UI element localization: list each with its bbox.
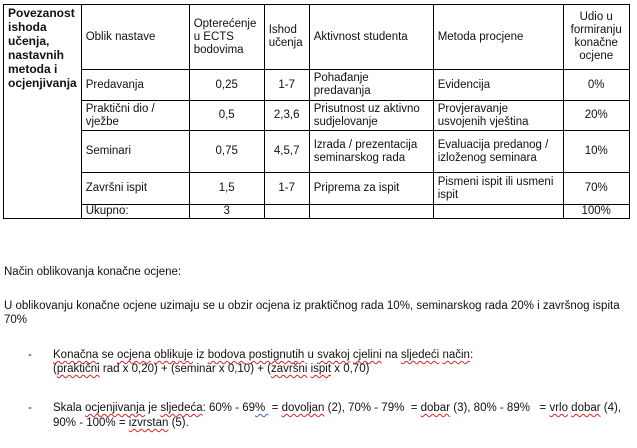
cell: 0,5 xyxy=(189,101,264,131)
header-aktivnost: Aktivnost studenta xyxy=(309,5,433,70)
row-header-cell: Povezanost ishoda učenja, nastavnih metoda i ocjenjivanja xyxy=(4,5,82,219)
word: Skala xyxy=(53,402,85,414)
word: oblikuje xyxy=(154,349,194,361)
outcomes-table xyxy=(3,4,630,219)
cell: Evaluacija predanog / izloženog seminara xyxy=(433,131,563,173)
word: u xyxy=(304,349,318,361)
cell: Seminari xyxy=(81,131,189,173)
word: % xyxy=(255,402,269,414)
cell: 0,75 xyxy=(189,131,264,173)
cell: 0% xyxy=(563,70,629,101)
cell: Završni ispit xyxy=(81,173,189,205)
table-total-row xyxy=(4,205,630,219)
word: dobar xyxy=(420,402,451,414)
cell: 1-7 xyxy=(264,70,309,101)
word: se xyxy=(98,349,117,361)
total-label: Ukupno: xyxy=(81,205,189,219)
cell: Praktični dio / vježbe xyxy=(81,101,189,131)
cell: 1,5 xyxy=(189,173,264,205)
word: ocjena xyxy=(116,349,151,361)
table-row xyxy=(4,131,630,173)
word: završni xyxy=(270,363,308,375)
cell: 10% xyxy=(563,131,629,173)
paragraph-line-1: U oblikovanju konačne ocjene uzimaju se u obzir ocjena iz praktičnog rada 10%, seminarskog rada 20% i završnog ispita xyxy=(4,300,620,312)
header-ishod: Ishod učenja xyxy=(264,5,309,70)
word: je xyxy=(145,402,161,414)
word: 90% - 100% = xyxy=(53,417,129,429)
word: dovoljan xyxy=(281,402,325,414)
word: vrlo xyxy=(549,402,568,414)
cell: 20% xyxy=(563,101,629,131)
word: (5). xyxy=(168,417,189,429)
word: (3), 80% - 89% = xyxy=(450,402,550,414)
cell: Provjeravanje usvojenih vještina xyxy=(433,101,563,131)
header-oblik: Oblik nastave xyxy=(81,5,189,70)
cell: Pismeni ispit ili usmeni ispit xyxy=(433,173,563,205)
word: cjelini xyxy=(352,349,382,361)
word: svakoj xyxy=(317,349,350,361)
cell xyxy=(433,205,563,219)
bullet-2-line-1 xyxy=(53,402,621,414)
table-row xyxy=(4,101,630,131)
word: izvrstan xyxy=(128,417,169,429)
cell: Evidencija xyxy=(433,70,563,101)
word: na xyxy=(381,349,401,361)
word: (2), 70% - 79% = xyxy=(324,402,421,414)
bullet-1-line-1 xyxy=(53,349,473,361)
word: dobar xyxy=(571,402,601,414)
header-metoda: Metoda procjene xyxy=(433,5,563,70)
bullet-marker: - xyxy=(28,402,32,414)
total-ects: 3 xyxy=(189,205,264,219)
cell: Predavanja xyxy=(81,70,189,101)
table-header-row xyxy=(4,5,630,70)
cell xyxy=(309,205,433,219)
cell: 1-7 xyxy=(264,173,309,205)
word: (4), xyxy=(600,402,622,414)
cell xyxy=(264,205,309,219)
table-row xyxy=(4,173,630,205)
cell: 2,3,6 xyxy=(264,101,309,131)
cell: Prisutnost uz aktivno sudjelovanje xyxy=(309,101,433,131)
word: x 0,70) xyxy=(331,363,370,375)
table-row xyxy=(4,70,630,101)
word: bodova xyxy=(207,349,246,361)
total-share: 100% xyxy=(563,205,629,219)
cell: 4,5,7 xyxy=(264,131,309,173)
section-title: Način oblikovanja konačne ocjene: xyxy=(4,266,182,278)
word: sljedeća xyxy=(160,402,203,414)
cell: 70% xyxy=(563,173,629,205)
cell: Priprema za ispit xyxy=(309,173,433,205)
paragraph-line-2: 70% xyxy=(4,314,28,326)
cell: 0,25 xyxy=(189,70,264,101)
header-udio: Udio u formiranju konačne ocjene xyxy=(563,5,629,70)
bullet-2-line-2 xyxy=(53,417,189,429)
word: ispit xyxy=(310,363,332,375)
word: sljedeći xyxy=(400,349,440,361)
word: : xyxy=(469,349,474,361)
word: praktični xyxy=(56,363,100,375)
bullet-1-line-2 xyxy=(53,363,369,375)
cell: Pohađanje predavanja xyxy=(309,70,433,101)
word: : 60% - 69 xyxy=(202,402,256,414)
word: iz xyxy=(193,349,208,361)
word: = xyxy=(268,402,282,414)
cell: Izrada / prezentacija seminarskog rada xyxy=(309,131,433,173)
bullet-marker: - xyxy=(28,349,32,361)
word: postignutih xyxy=(248,349,305,361)
word: ( xyxy=(53,363,57,375)
word: rad x 0,20) + (seminar x 0,10) + ( xyxy=(99,363,271,375)
word: Konačna xyxy=(53,349,99,361)
header-ects: Opterećenje u ECTS bodovima xyxy=(189,5,264,70)
word: način xyxy=(442,349,470,361)
word: ocjenjivanja xyxy=(84,402,146,414)
